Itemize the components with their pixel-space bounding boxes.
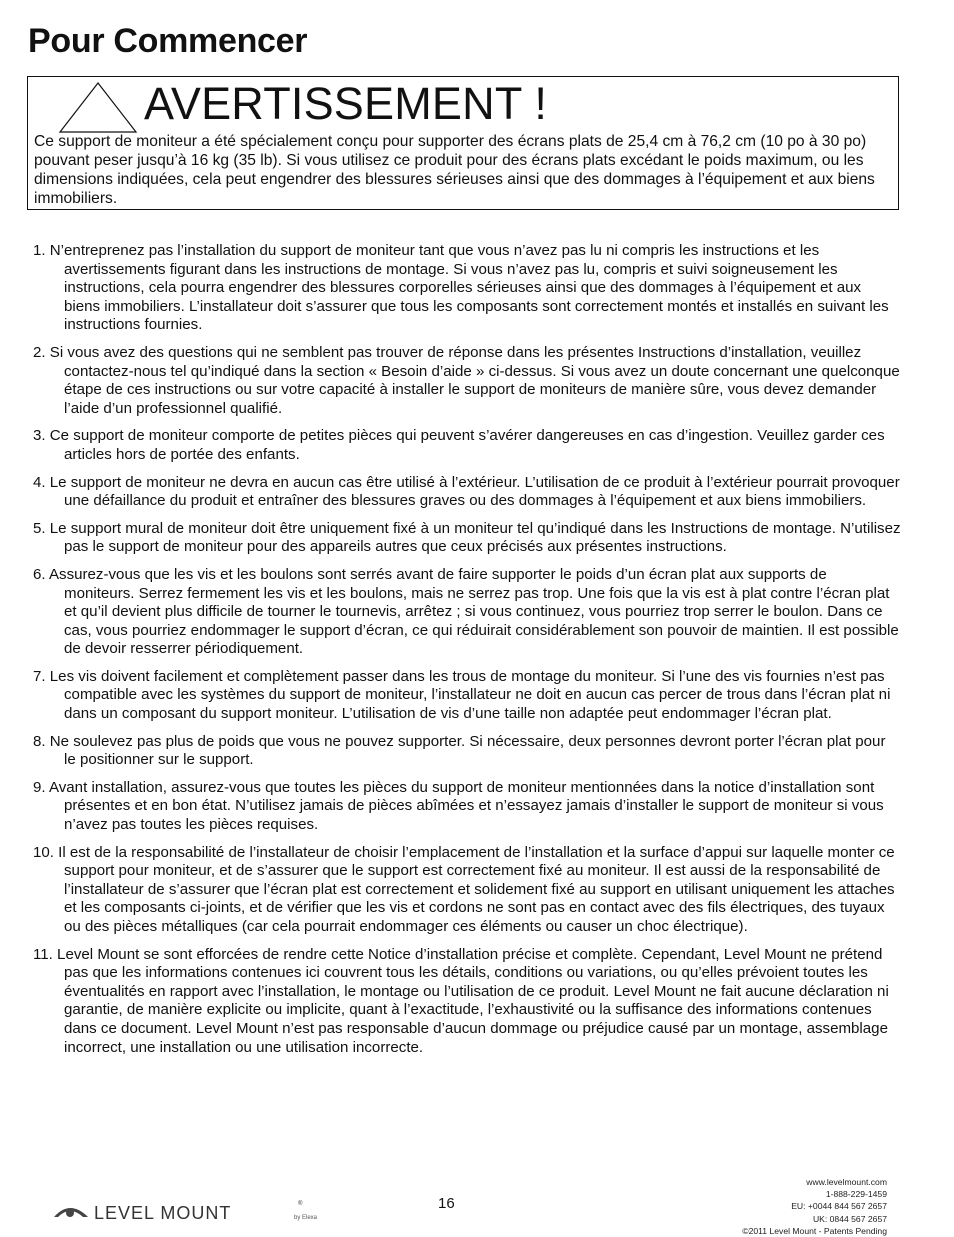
- list-item: 5. Le support mural de moniteur doit être uniquement fixé à un moniteur tel qu’indiqué dans les Instructions de montage. N’utilisez pas le support de moniteur pour des appareils autres que ceux précisés aux présentes instructions.: [33, 519, 901, 556]
- list-item: 3. Ce support de moniteur comporte de petites pièces qui peuvent s’avérer dangereuses en cas d’ingestion. Veuillez garder ces articles hors de portée des enfants.: [33, 427, 885, 463]
- list-item: 7. Les vis doivent facilement et complètement passer dans les trous de montage du moniteur. Si l’une des vis fournies n’est pas compatible avec les systèmes du support de moniteur, l’installateur ne doit en aucun cas percer de trous dans l’écran plat ni dans un composant du support moniteur. L’utilisation de vis d’une taille non adaptée peut endommager l’écran plat.: [33, 667, 891, 723]
- instruction-list: [33, 242, 901, 1066]
- level-mount-logo: [52, 1195, 342, 1227]
- logo-registered-mark: ®: [298, 1201, 303, 1207]
- list-item: 8. Ne soulevez pas plus de poids que vous ne pouvez supporter. Si nécessaire, deux personnes devront porter l’écran plat pour le positionner sur le support.: [33, 732, 886, 769]
- contact-phone-uk: UK: 0844 567 2657: [812, 1213, 887, 1224]
- list-item: 11. Level Mount se sont efforcées de rendre cette Notice d’installation précise et complète. Cependant, Level Mount ne prétend pas que les informations contenues ici couvrent tous les détails, conditions ou variations, ou qu’elles prévoient toutes les éventualités en rapport avec l’installation, le montage ou l’utilisation de ce produit. Level Mount ne fait aucune déclaration ni garantie, de manière explicite ou implicite, quant à l’exactitude, l’exhaustivité ou la suffisance des informations contenues dans ce document. Level Mount n’est pas responsable d’aucun dommage ou préjudice causé par un montage, assemblage incorrect, une installation ou une utilisation incorrecte.: [33, 945, 889, 1056]
- warning-triangle-icon: [56, 80, 140, 134]
- contact-info: [742, 1176, 887, 1237]
- list-item: 6. Assurez-vous que les vis et les boulons sont serrés avant de faire supporter le poids d’un écran plat aux supports de moniteurs. Serrez fermement les vis et les boulons, mais ne serrez pas trop. Une fois que la vis est à plat contre l’écran plat et qu’il devient plus difficile de tourner le tournevis, arrêtez ; si vous continuez, vous pourriez trop serrer le boulon. Dans ce cas, vous pourriez endommager le support d’écran, ce qui réduirait considérablement son pouvoir de maintien. Il est possible de devoir resserrer périodiquement.: [33, 565, 899, 658]
- page-number: 16: [438, 1195, 455, 1212]
- list-item: 2. Si vous avez des questions qui ne semblent pas trouver de réponse dans les présentes Instructions d’installation, veuillez contactez-nous tel qu’indiqué dans la section « Besoin d’aide » ci-dessus. Si vous avez un doute concernant une quelconque étape de ces instructions ou sur votre capacité à installer le support de moniteurs de manière sûre, vous devez demander l’aide d’un professionnel qualifié.: [33, 343, 900, 417]
- logo-name: LEVEL MOUNT: [94, 1203, 232, 1223]
- warning-title: AVERTISSEMENT !: [144, 78, 548, 129]
- list-item: 4. Le support de moniteur ne devra en aucun cas être utilisé à l’extérieur. L’utilisation de ce produit à l’extérieur pourrait provoquer une défaillance du produit et entraîner des blessures graves ou des dommages à l’équipement et aux biens immobiliers.: [33, 473, 900, 510]
- warning-box: [27, 76, 899, 210]
- logo-byline: by Elexa: [294, 1215, 318, 1221]
- level-mount-logo-icon: [54, 1208, 88, 1217]
- list-item: 10. Il est de la responsabilité de l’installateur de choisir l’emplacement de l’installation et la surface d’appui sur laquelle monter ce support pour moniteur, et de s’assurer que le support est correctement fixé au moniteur. Il est aussi de la responsabilité de l’installateur de s’assurer que l’écran plat est correctement et solidement fixé au support en utilisant uniquement les attaches et les composants ci-joints, et de vérifier que les vis et cordons ne sont pas en contact avec des fils électriques, des tuyaux ou des pièces métalliques (car cela pourrait endommager ces éléments ou causer un choc électrique).: [33, 843, 895, 935]
- list-item: 9. Avant installation, assurez-vous que toutes les pièces du support de moniteur mentionnées dans la notice d’installation sont présentes et en bon état. N’utilisez jamais de pièces abîmées et n’essayez jamais d’installer le support de moniteur si vous n’avez pas toutes les pièces requises.: [33, 778, 884, 834]
- copyright: ©2011 Level Mount - Patents Pending: [742, 1225, 887, 1236]
- contact-website: www.levelmount.com: [806, 1177, 887, 1187]
- contact-phone-eu: EU: +0044 844 567 2657: [791, 1201, 887, 1212]
- contact-phone: 1-888-229-1459: [825, 1189, 887, 1200]
- list-item: 1. N’entreprenez pas l’installation du support de moniteur tant que vous n’avez pas lu ni compris les instructions et les avertissements figurant dans les instructions de montage. Si vous n’avez pas lu, compris et suivi soigneusement les instructions, cela pourra engendrer des blessures corporelles sérieuses ainsi que des dommages à l’équipement et aux biens immobiliers. L’installateur doit s’assurer que tous les composants sont correctement montés et installés en suivant les instructions fournies.: [33, 242, 889, 334]
- warning-text: Ce support de moniteur a été spécialement conçu pour supporter des écrans plats de 25,4 cm à 76,2 cm (10 po à 30 po) pouvant peser jusqu’à 16 kg (35 lb). Si vous utilisez ce produit pour des écrans plats excédant le poids maximum, ou les dimensions indiquées, cela peut engendrer des blessures sérieuses ainsi que des dommages à l’équipement et aux biens immobiliers.: [34, 133, 875, 207]
- page-title: Pour Commencer: [28, 22, 308, 60]
